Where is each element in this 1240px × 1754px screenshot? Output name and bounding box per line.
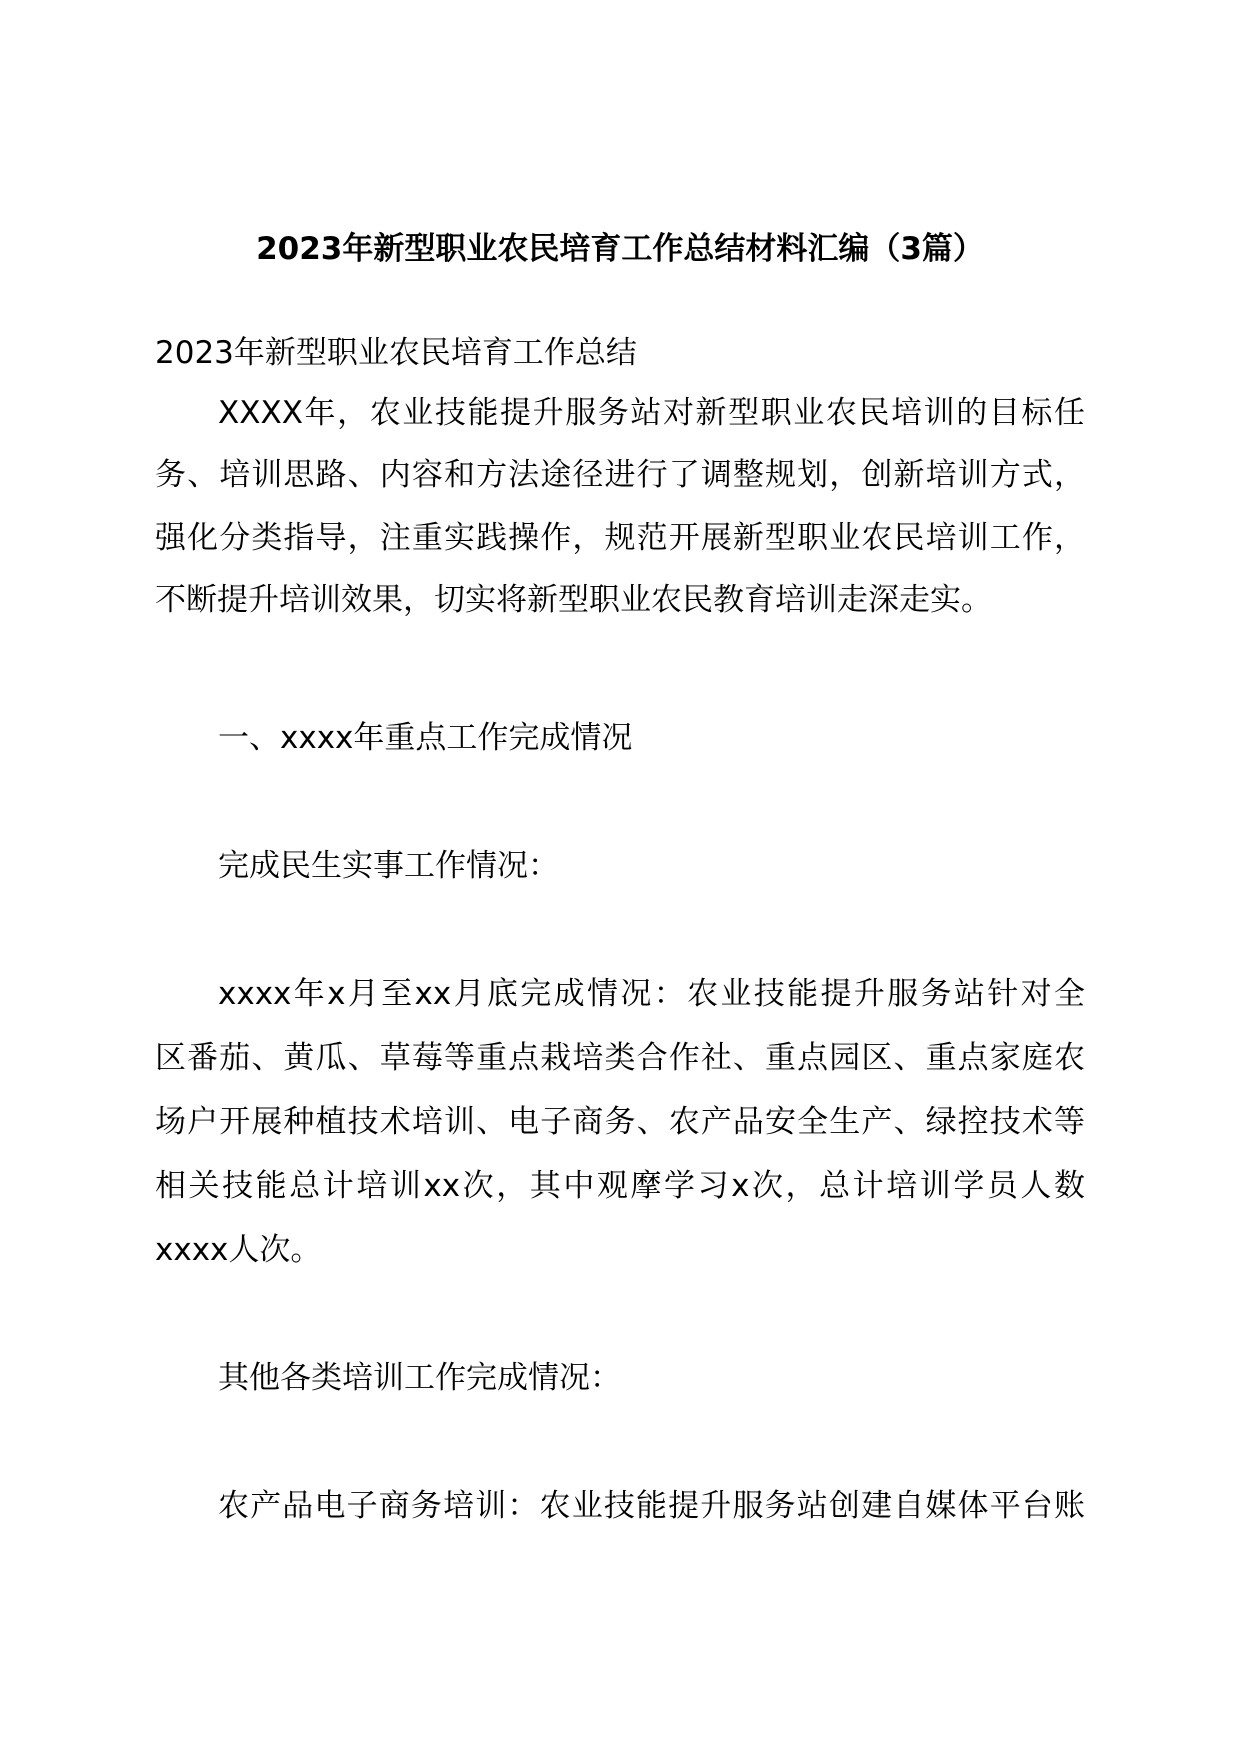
para2-line-5: xxxx人次。 — [155, 1232, 322, 1268]
intro-line-1: XXXX年，农业技能提升服务站对新型职业农民培训的目标任 — [218, 395, 1085, 431]
para2-line-3: 场户开展种植技术培训、电子商务、农产品安全生产、绿控技术等 — [155, 1104, 1085, 1140]
intro-line-3: 强化分类指导，注重实践操作，规范开展新型职业农民培训工作， — [155, 520, 1085, 556]
para2-line-2: 区番茄、黄瓜、草莓等重点栽培类合作社、重点园区、重点家庭农 — [155, 1040, 1085, 1076]
subheading-other-training: 其他各类培训工作完成情况： — [218, 1360, 621, 1396]
section-heading: 一、xxxx年重点工作完成情况 — [218, 720, 633, 756]
subheading-livelihood: 完成民生实事工作情况： — [218, 848, 559, 884]
intro-line-2: 务、培训思路、内容和方法途径进行了调整规划，创新培训方式， — [155, 457, 1085, 493]
para2-line-4: 相关技能总计培训xx次，其中观摩学习x次，总计培训学员人数 — [155, 1168, 1085, 1204]
intro-line-4: 不断提升培训效果，切实将新型职业农民教育培训走深走实。 — [155, 582, 992, 618]
para2-line-1: xxxx年x月至xx月底完成情况：农业技能提升服务站针对全 — [218, 976, 1085, 1012]
document-subtitle: 2023年新型职业农民培育工作总结 — [155, 335, 637, 371]
document-title: 2023年新型职业农民培育工作总结材料汇编（3篇） — [256, 231, 984, 267]
para3-line-1: 农产品电子商务培训：农业技能提升服务站创建自媒体平台账 — [218, 1488, 1085, 1524]
